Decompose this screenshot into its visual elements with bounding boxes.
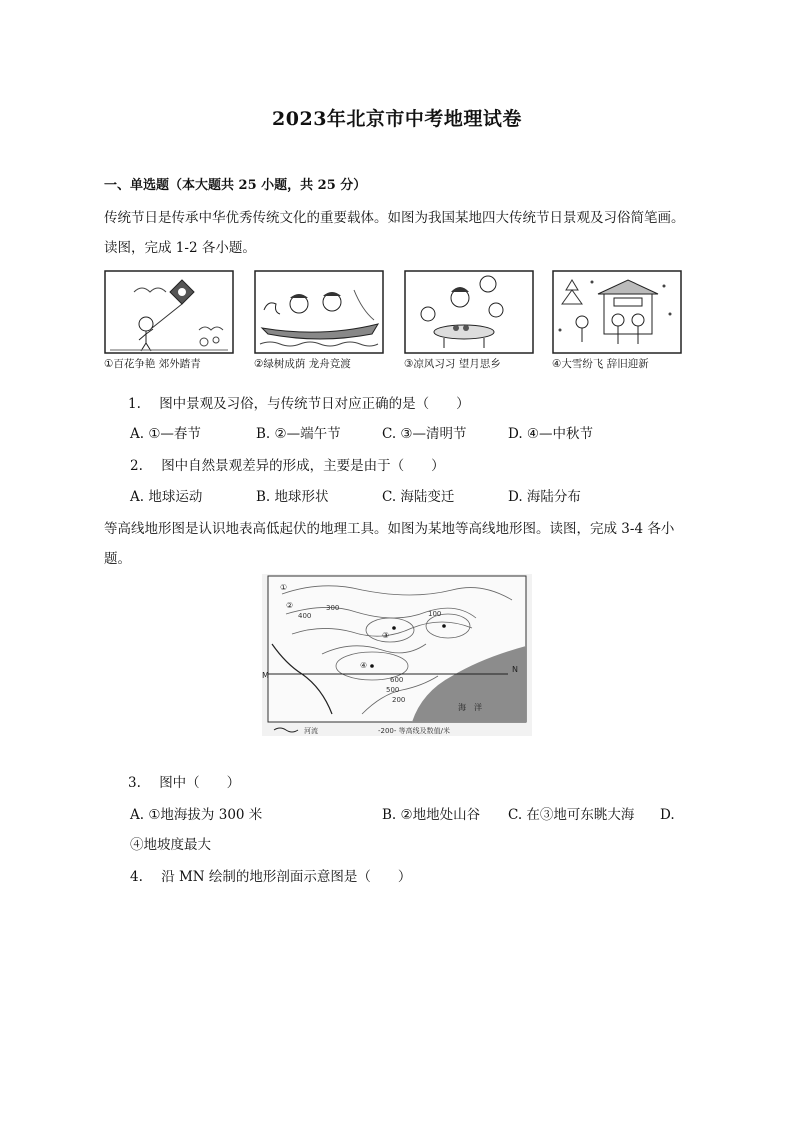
- point-label-4: ④: [360, 661, 368, 670]
- question-number: 2.: [130, 458, 143, 474]
- contour-label: 400: [298, 612, 312, 620]
- map-endpoint-n: N: [512, 665, 518, 674]
- legend-contour: -200- 等高线及数值/米: [378, 727, 450, 735]
- question-stem: 图中（ ）: [159, 775, 241, 791]
- question-stem: 图中景观及习俗，与传统节日对应正确的是（ ）: [159, 396, 470, 412]
- festival-panel-2: [254, 270, 384, 370]
- q2-option-b[interactable]: B. 地球形状: [256, 489, 329, 505]
- section-heading: 一、单选题（本大题共 25 小题，共 25 分）: [104, 178, 367, 193]
- panel-caption: ④大雪纷飞 辞旧迎新: [552, 358, 649, 370]
- q1-option-b[interactable]: B. ②—端午节: [256, 426, 341, 442]
- intro1-line2: 读图，完成 1-2 各小题。: [104, 240, 256, 256]
- question-3: [128, 773, 240, 793]
- q3-option-c[interactable]: C. 在③地可东眺大海: [508, 807, 635, 823]
- panel-caption: ③凉风习习 望月思乡: [404, 358, 501, 370]
- contour-label: 600: [390, 676, 404, 684]
- page-title: 2023年北京市中考地理试卷: [272, 108, 522, 130]
- question-stem: 图中自然景观差异的形成，主要是由于（ ）: [161, 458, 445, 474]
- contour-map-icon: [262, 574, 532, 736]
- q2-option-c[interactable]: C. 海陆变迁: [382, 489, 455, 505]
- q3-option-a[interactable]: A. ①地海拔为 300 米: [130, 807, 263, 823]
- question-number: 1.: [128, 396, 141, 412]
- q1-option-d[interactable]: D. ④—中秋节: [508, 426, 594, 442]
- point-label-2: ②: [286, 601, 294, 610]
- panel-caption: ①百花争艳 郊外踏青: [104, 358, 201, 370]
- point-label-1: ①: [280, 583, 288, 592]
- festival-panel-3: [404, 270, 534, 370]
- kite-sketch-icon: [104, 270, 234, 354]
- panel-caption: ②绿树成荫 龙舟竞渡: [254, 358, 351, 370]
- q1-option-c[interactable]: C. ③—清明节: [382, 426, 467, 442]
- intro2-line2: 题。: [104, 551, 131, 567]
- festival-panel-4: [552, 270, 682, 370]
- dragon-boat-sketch-icon: [254, 270, 384, 354]
- contour-label: 200: [392, 696, 406, 704]
- contour-map: [262, 574, 532, 736]
- sea-label: 海 洋: [458, 703, 482, 712]
- question-1: [128, 394, 470, 414]
- intro1-line1: 传统节日是传承中华优秀传统文化的重要载体。如图为我国某地四大传统节日景观及习俗简笔画。: [104, 210, 685, 226]
- question-number: 3.: [128, 775, 141, 791]
- contour-label: 100: [428, 610, 442, 618]
- q2-option-d[interactable]: D. 海陆分布: [508, 489, 581, 505]
- contour-label: 500: [386, 686, 400, 694]
- point-label-3: ③: [382, 631, 390, 640]
- q1-option-a[interactable]: A. ①—春节: [130, 426, 201, 442]
- question-number: 4.: [130, 869, 143, 885]
- q2-option-a[interactable]: A. 地球运动: [130, 489, 203, 505]
- question-2: [130, 456, 445, 476]
- snow-newyear-sketch-icon: [552, 270, 682, 354]
- legend-river: 河流: [304, 727, 318, 735]
- map-endpoint-m: M: [262, 671, 269, 680]
- q3-option-b[interactable]: B. ②地地处山谷: [382, 807, 481, 823]
- q3-option-d[interactable]: D.: [660, 807, 675, 823]
- q3-option-d-text[interactable]: ④地坡度最大: [130, 837, 211, 853]
- festival-panel-1: [104, 270, 234, 370]
- moon-festival-sketch-icon: [404, 270, 534, 354]
- festival-figure-row: [104, 270, 688, 370]
- question-stem: 沿 MN 绘制的地形剖面示意图是（ ）: [161, 869, 412, 885]
- contour-label: 300: [326, 604, 340, 612]
- intro2-line1: 等高线地形图是认识地表高低起伏的地理工具。如图为某地等高线地形图。读图，完成 3-4 各小: [104, 521, 675, 537]
- question-4: [130, 867, 411, 887]
